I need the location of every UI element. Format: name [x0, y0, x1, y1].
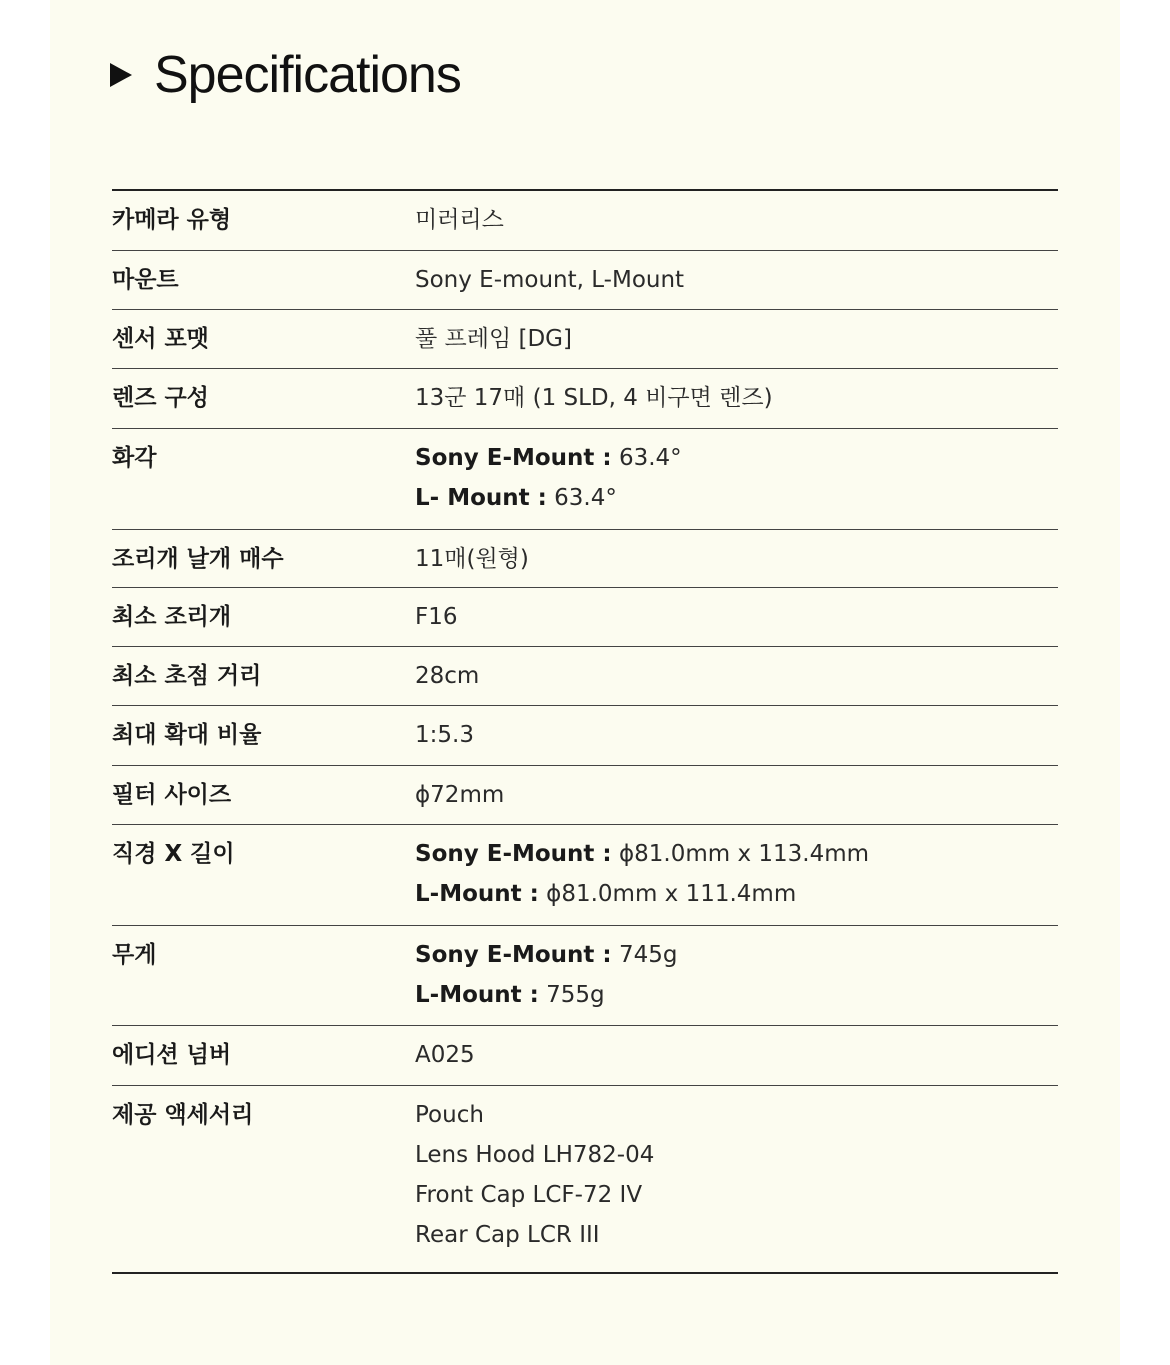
spec-row-aperture-blades — [112, 530, 1058, 588]
value-text: ϕ81.0mm x 113.4mm — [611, 841, 870, 867]
spec-value: A025 — [415, 1042, 475, 1068]
spec-label: 렌즈 구성 — [112, 385, 209, 411]
accessory-item: Rear Cap LCR III — [415, 1222, 600, 1248]
spec-row-angle-of-view — [112, 429, 1058, 530]
spec-value — [415, 825, 1058, 925]
value-key: L-Mount : — [415, 982, 539, 1008]
spec-label: 제공 액세서리 — [112, 1102, 254, 1128]
section-heading — [110, 40, 461, 110]
spec-row-accessories — [112, 1086, 1058, 1272]
spec-row-sensor-format — [112, 310, 1058, 369]
value-text: 63.4° — [611, 445, 682, 471]
value-line — [415, 975, 1058, 1015]
spec-row-edition-number — [112, 1026, 1058, 1086]
spec-row-max-magnification — [112, 706, 1058, 766]
spec-row-lens-construction — [112, 369, 1058, 429]
spec-value: 1:5.3 — [415, 722, 474, 748]
spec-label: 필터 사이즈 — [112, 782, 232, 808]
value-key: Sony E-Mount : — [415, 841, 612, 867]
spec-value: F16 — [415, 604, 458, 630]
spec-row-dimensions — [112, 825, 1058, 926]
value-text: 63.4° — [546, 485, 617, 511]
spec-row-camera-type — [112, 191, 1058, 251]
value-line — [415, 874, 1058, 914]
spec-value: 28cm — [415, 663, 480, 689]
value-line — [415, 935, 1058, 975]
spec-label: 최소 조리개 — [112, 604, 232, 630]
spec-value: Sony E-mount, L-Mount — [415, 267, 685, 293]
spec-row-mount — [112, 251, 1058, 310]
spec-value: 풀 프레임 [DG] — [415, 326, 572, 352]
value-key: Sony E-Mount : — [415, 445, 612, 471]
spec-label: 마운트 — [112, 267, 179, 293]
spec-value: 11매(원형) — [415, 546, 529, 572]
value-line — [415, 438, 1058, 478]
spec-value — [415, 926, 1058, 1025]
value-text: ϕ81.0mm x 111.4mm — [538, 881, 797, 907]
accessory-item: Pouch — [415, 1102, 484, 1128]
spec-label: 에디션 넘버 — [112, 1042, 232, 1068]
value-key: L-Mount : — [415, 881, 539, 907]
spec-row-filter-size — [112, 766, 1058, 825]
value-key: Sony E-Mount : — [415, 942, 612, 968]
spec-table — [112, 189, 1058, 1274]
spec-label: 직경 X 길이 — [112, 841, 235, 867]
value-text: 745g — [611, 942, 678, 968]
spec-label: 조리개 날개 매수 — [112, 546, 284, 572]
spec-label: 최소 초점 거리 — [112, 663, 262, 689]
spec-row-min-focus-distance — [112, 647, 1058, 706]
spec-label: 카메라 유형 — [112, 207, 232, 233]
spec-value: ϕ72mm — [415, 782, 505, 808]
spec-label: 화각 — [112, 445, 157, 471]
spec-label: 최대 확대 비율 — [112, 722, 262, 748]
value-text: 755g — [538, 982, 605, 1008]
spec-label: 무게 — [112, 942, 157, 968]
section-title: Specifications — [154, 46, 461, 104]
spec-row-weight — [112, 926, 1058, 1026]
value-key: L- Mount : — [415, 485, 547, 511]
triangle-bullet-icon — [110, 63, 132, 87]
spec-row-min-aperture — [112, 588, 1058, 647]
accessory-item: Lens Hood LH782-04 — [415, 1142, 655, 1168]
value-line — [415, 478, 1058, 518]
spec-label: 센서 포맷 — [112, 326, 209, 352]
spec-value — [415, 429, 1058, 529]
accessory-item: Front Cap LCF-72 IV — [415, 1182, 643, 1208]
value-line — [415, 834, 1058, 874]
spec-value — [415, 1086, 1058, 1272]
spec-value: 미러리스 — [415, 207, 504, 233]
spec-value: 13군 17매 (1 SLD, 4 비구면 렌즈) — [415, 385, 773, 411]
